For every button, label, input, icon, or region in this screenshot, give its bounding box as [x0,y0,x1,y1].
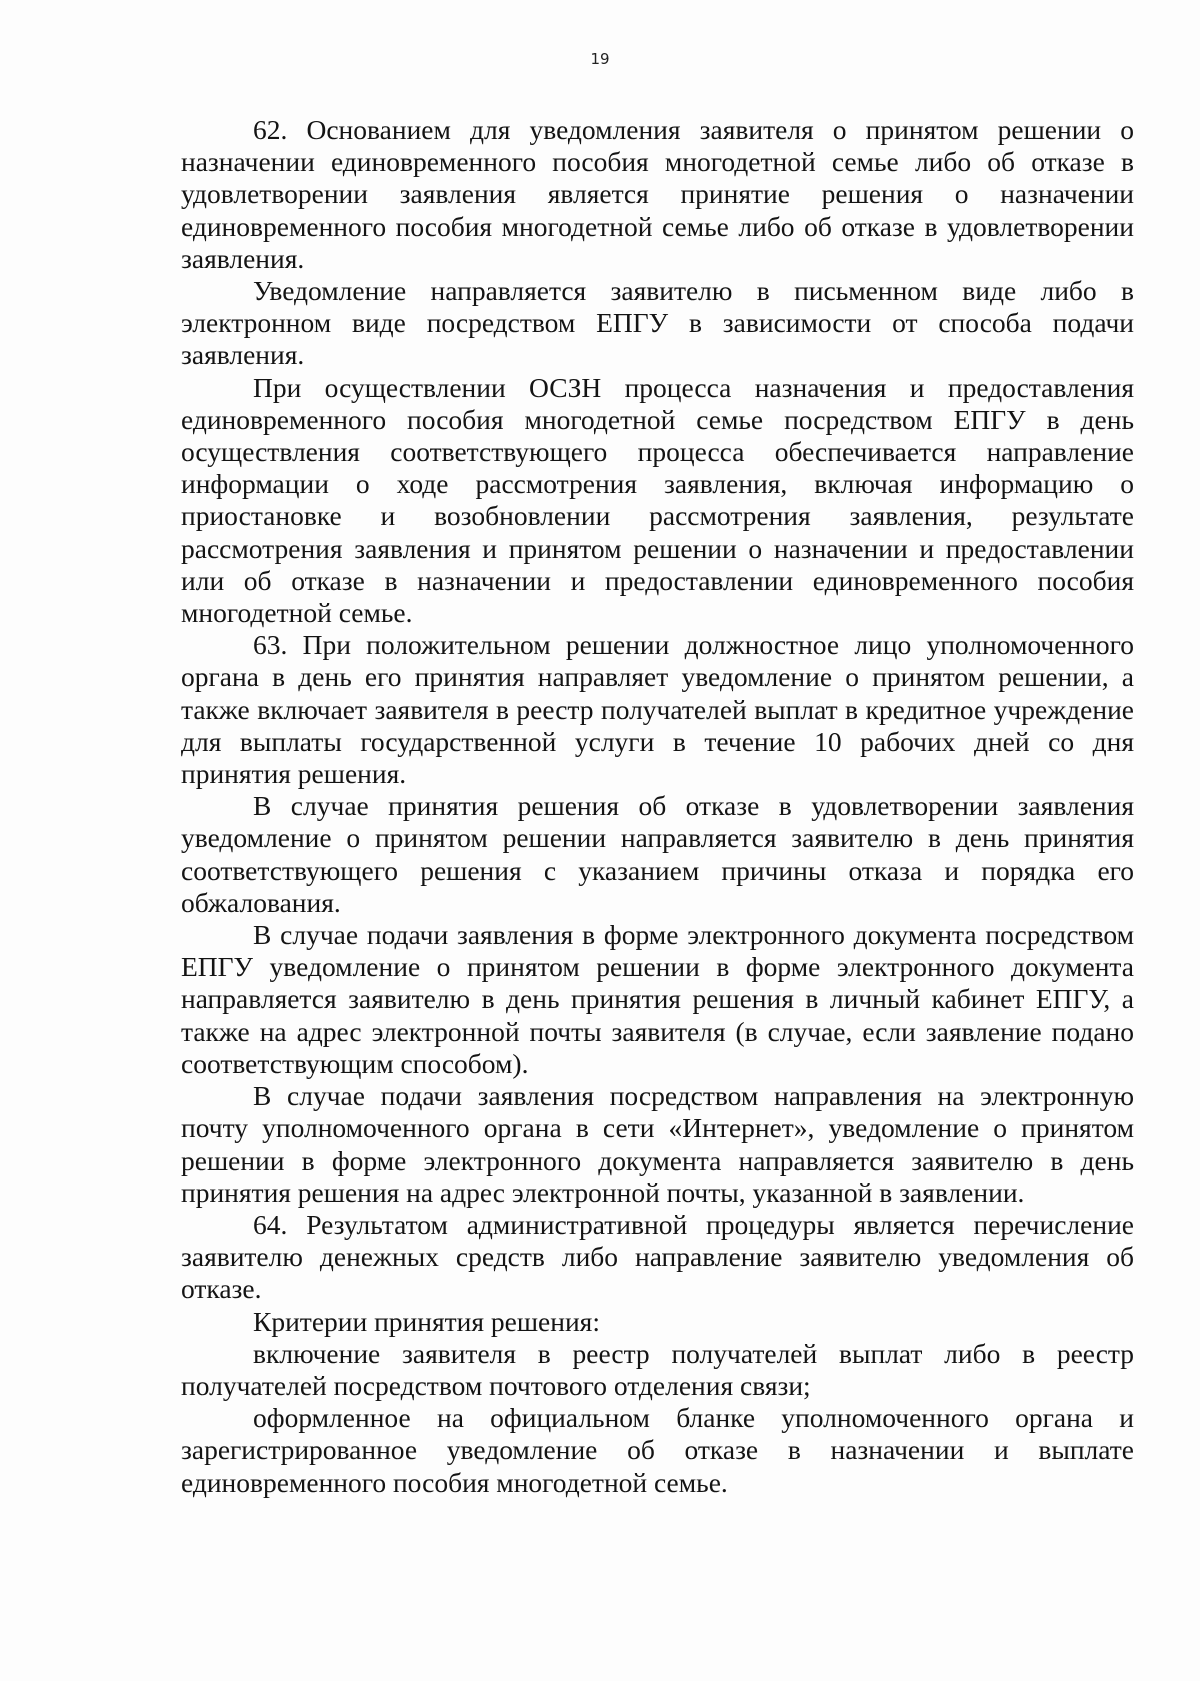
paragraph: В случае подачи заявления в форме электронного документа посредством ЕПГУ уведомление о принятом решении в форме электронного документа направляется заявителю в день принятия решения в личный кабинет ЕПГУ, а также на адрес электронной почты заявителя (в случае, если заявление подано соответствующим способом). [181,919,1134,1079]
paragraph-62: 62. Основанием для уведомления заявителя о принятом решении о назначении единовременного пособия многодетной семье либо об отказе в удовлетворении заявления является принятие решения о назначении единовременного пособия многодетной семье либо об отказе в удовлетворении заявления. [181,114,1134,274]
paragraph: При осуществлении ОСЗН процесса назначения и предоставления единовременного пособия многодетной семье посредством ЕПГУ в день осуществления соответствующего процесса обеспечивается направление информации о ходе рассмотрения заявления, включая информацию о приостановке и возобновлении рассмотрения заявления, результате рассмотрения заявления и принятом решении о назначении и предоставлении или об отказе в назначении и предоставлении единовременного пособия многодетной семье. [181,371,1134,629]
criteria-item: оформленное на официальном бланке уполномоченного органа и зарегистрированное уведомление об отказе в назначении и выплате единовременного пособия многодетной семье. [181,1402,1134,1498]
document-body [181,114,1134,1499]
paragraph-64: 64. Результатом административной процедуры является перечисление заявителю денежных средств либо направление заявителю уведомления об отказе. [181,1208,1134,1305]
page-number: 19 [590,50,610,68]
paragraph: Уведомление направляется заявителю в письменном виде либо в электронном виде посредством ЕПГУ в зависимости от способа подачи заявления. [181,275,1134,371]
paragraph: В случае подачи заявления посредством направления на электронную почту уполномоченного органа в сети «Интернет», уведомление о принятом решении в форме электронного документа направляется заявителю в день принятия решения на адрес электронной почты, указанной в заявлении. [181,1080,1134,1208]
criteria-heading: Критерии принятия решения: [253,1305,600,1337]
paragraph-63: 63. При положительном решении должностное лицо уполномоченного органа в день его принятия направляет уведомление о принятом решении, а также включает заявителя в реестр получателей выплат в кредитное учреждение для выплаты государственной услуги в течение 10 рабочих дней со дня принятия решения. [181,629,1134,790]
criteria-item: включение заявителя в реестр получателей выплат либо в реестр получателей посредством почтового отделения связи; [181,1337,1134,1401]
paragraph: В случае принятия решения об отказе в удовлетворении заявления уведомление о принятом решении направляется заявителю в день принятия соответствующего решения с указанием причины отказа и порядка его обжалования. [181,790,1134,918]
